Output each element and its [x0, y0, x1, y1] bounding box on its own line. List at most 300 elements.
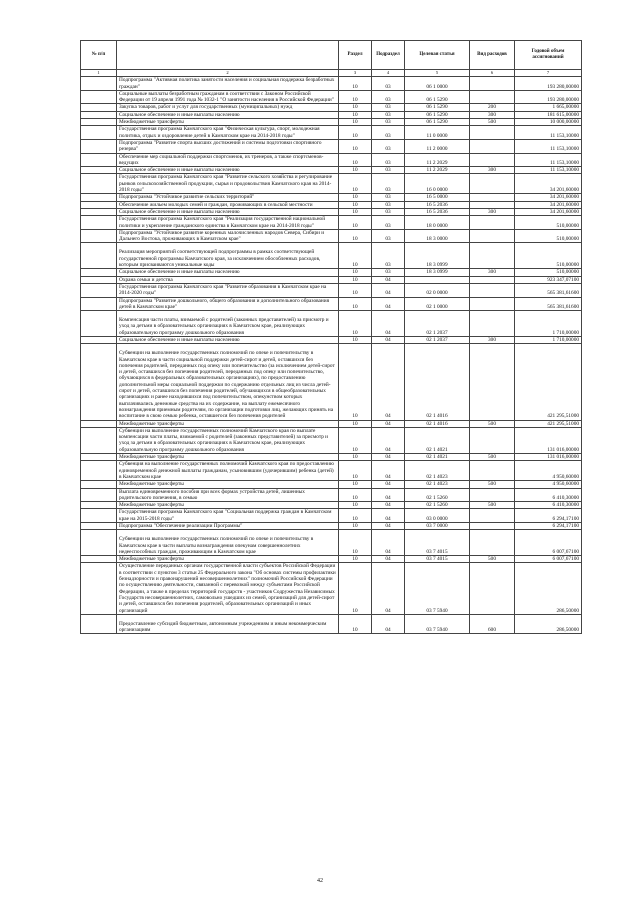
- num-cell: [81, 344, 117, 420]
- section-cell: 10: [339, 488, 372, 502]
- section-cell: 10: [339, 530, 372, 556]
- section-cell: 10: [339, 229, 372, 243]
- table-row: [81, 283, 582, 297]
- subsection-cell: 04: [372, 481, 405, 488]
- table-row: [81, 139, 582, 153]
- article-cell: 11 2 2029: [405, 167, 470, 174]
- header-amount: Годовой объем ассигнований: [515, 41, 582, 70]
- num-cell: [81, 454, 117, 461]
- subsection-cell: 04: [372, 311, 405, 337]
- article-cell: 02 1 4016: [405, 420, 470, 427]
- section-cell: 10: [339, 461, 372, 481]
- amount-cell: 11 153,10000: [515, 139, 582, 153]
- section-cell: 10: [339, 481, 372, 488]
- name-cell: Государственная программа Камчатского края "Развитие сельского хозяйства и регулирование рынков сельскохозяйственной продукции, сырья и продовольствия Камчатского края на 2014-2018 годы": [117, 174, 339, 194]
- section-cell: 10: [339, 119, 372, 126]
- expense-type-cell: [470, 194, 515, 201]
- section-cell: 10: [339, 502, 372, 509]
- num-cell: [81, 530, 117, 556]
- section-cell: 10: [339, 104, 372, 111]
- expense-type-cell: [470, 563, 515, 614]
- table-row: [81, 344, 582, 420]
- table-row: [81, 509, 582, 523]
- num-cell: [81, 77, 117, 91]
- amount-cell: 286,50000: [515, 614, 582, 634]
- article-cell: 02 1 2037: [405, 311, 470, 337]
- name-cell: Социальное обеспечение и иные выплаты населению: [117, 167, 339, 174]
- table-row: [81, 276, 582, 283]
- amount-cell: 1 710,00000: [515, 336, 582, 343]
- amount-cell: 565 381,61600: [515, 297, 582, 311]
- name-cell: [117, 614, 339, 634]
- table-row: [81, 297, 582, 311]
- expense-type-cell: [470, 276, 515, 283]
- subsection-cell: 04: [372, 563, 405, 614]
- article-cell: 18 0 0000: [405, 216, 470, 230]
- section-cell: 10: [339, 269, 372, 276]
- num-cell: [81, 336, 117, 343]
- expense-type-cell: 200: [470, 104, 515, 111]
- subsection-cell: 03: [372, 243, 405, 269]
- section-cell: 10: [339, 111, 372, 118]
- amount-cell: 10 000,00000: [515, 119, 582, 126]
- name-cell: Субвенция на выполнение государственных полномочий Камчатского края по предоставлению единовременной денежной выплаты гражданам, усыновившим (удочерившим) ребенка (детей) в Камчатском крае: [117, 461, 339, 481]
- table-row: [81, 126, 582, 140]
- article-cell: 03 7 4015: [405, 530, 470, 556]
- name-cell: Подпрограмма "Устойчивое развитие коренных малочисленных народов Севера, Сибири и Дальнего Востока, проживающих в Камчатском крае": [117, 229, 339, 243]
- num-cell: [81, 243, 117, 269]
- amount-cell: 6 410,30000: [515, 502, 582, 509]
- article-cell: 02 1 5260: [405, 502, 470, 509]
- name-cell: Межбюджетные трансферты: [117, 420, 339, 427]
- section-cell: 10: [339, 243, 372, 269]
- amount-cell: 6 410,30000: [515, 488, 582, 502]
- subsection-cell: 03: [372, 201, 405, 208]
- table-row: [81, 174, 582, 194]
- table-row: [81, 336, 582, 343]
- article-cell: 02 1 4021: [405, 427, 470, 453]
- table-row: [81, 523, 582, 530]
- expense-type-cell: [470, 344, 515, 420]
- section-cell: 10: [339, 311, 372, 337]
- table-row: [81, 111, 582, 118]
- num-cell: [81, 208, 117, 215]
- expense-type-cell: [470, 201, 515, 208]
- article-cell: 06 1 5290: [405, 104, 470, 111]
- table-row: [81, 104, 582, 111]
- header-subsection: Подраздел: [372, 41, 405, 70]
- index-cell: 6: [470, 70, 515, 77]
- expense-type-cell: [470, 283, 515, 297]
- subsection-cell: 03: [372, 216, 405, 230]
- amount-cell: 34 201,60000: [515, 174, 582, 194]
- name-cell: [117, 530, 339, 556]
- index-cell: 5: [405, 70, 470, 77]
- expense-type-cell: [470, 90, 515, 104]
- num-cell: [81, 523, 117, 530]
- subsection-cell: 04: [372, 276, 405, 283]
- num-cell: [81, 139, 117, 153]
- name-cell: Межбюджетные трансферты: [117, 119, 339, 126]
- amount-cell: 4 950,60000: [515, 461, 582, 481]
- table-row: [81, 427, 582, 453]
- header-expense-type: Вид расходов: [470, 41, 515, 70]
- expense-type-cell: [470, 77, 515, 91]
- subsection-cell: 04: [372, 556, 405, 563]
- num-cell: [81, 614, 117, 634]
- table-row: [81, 530, 582, 556]
- num-cell: [81, 481, 117, 488]
- amount-cell: 510,00000: [515, 229, 582, 243]
- subsection-cell: 03: [372, 167, 405, 174]
- index-cell: 7: [515, 70, 582, 77]
- subsection-cell: 04: [372, 530, 405, 556]
- table-row: [81, 502, 582, 509]
- expense-type-cell: [470, 311, 515, 337]
- table-row: [81, 201, 582, 208]
- expense-type-cell: [470, 229, 515, 243]
- article-cell: 11 2 2029: [405, 153, 470, 167]
- index-cell: 1: [81, 70, 117, 77]
- index-cell: 3: [339, 70, 372, 77]
- name-cell: Государственная программа Камчатского края "Физическая культура, спорт, молодежная политика, отдых и оздоровление детей в Камчатском крае на 2014-2018 годы": [117, 126, 339, 140]
- subsection-cell: 03: [372, 208, 405, 215]
- amount-cell: 6 007,67100: [515, 530, 582, 556]
- section-cell: 10: [339, 420, 372, 427]
- expense-type-cell: [470, 297, 515, 311]
- subsection-cell: 04: [372, 523, 405, 530]
- num-cell: [81, 229, 117, 243]
- expense-type-cell: 300: [470, 336, 515, 343]
- section-cell: 10: [339, 454, 372, 461]
- subsection-cell: 04: [372, 344, 405, 420]
- table-row: [81, 454, 582, 461]
- name-cell: Социальное обеспечение и иные выплаты населению: [117, 269, 339, 276]
- name-cell: [117, 344, 339, 420]
- expense-type-cell: 300: [470, 111, 515, 118]
- subsection-cell: 03: [372, 174, 405, 194]
- amount-cell: 181 615,00000: [515, 111, 582, 118]
- table-row: [81, 208, 582, 215]
- num-cell: [81, 283, 117, 297]
- name-cell: Подпрограмма "Обеспечение реализации Программы": [117, 523, 339, 530]
- name-cell: Подпрограмма "Развитие спорта высших достижений и системы подготовки спортивного резерва": [117, 139, 339, 153]
- table-row: [81, 243, 582, 269]
- name-text: Предоставление субсидий бюджетным, автономным учреждениям и иным некоммерческим организациям: [119, 620, 327, 634]
- column-index-row: [81, 70, 582, 77]
- name-cell: Социальное обеспечение и иные выплаты населению: [117, 111, 339, 118]
- article-cell: 16 5 2036: [405, 208, 470, 215]
- amount-cell: 6 007,67100: [515, 556, 582, 563]
- amount-cell: 286,50000: [515, 563, 582, 614]
- section-cell: 10: [339, 509, 372, 523]
- article-cell: 03 0 0000: [405, 509, 470, 523]
- article-cell: 02 1 2037: [405, 336, 470, 343]
- name-cell: Межбюджетные трансферты: [117, 502, 339, 509]
- subsection-cell: 04: [372, 461, 405, 481]
- header-section: Раздел: [339, 41, 372, 70]
- amount-cell: 193 280,00000: [515, 90, 582, 104]
- subsection-cell: 04: [372, 283, 405, 297]
- table-row: [81, 420, 582, 427]
- name-cell: Обеспечение мер социальной поддержки спортсменов, их тренеров, а также спортсменов-ведущих: [117, 153, 339, 167]
- num-cell: [81, 126, 117, 140]
- budget-table: [80, 40, 582, 634]
- table-row: [81, 229, 582, 243]
- name-cell: Межбюджетные трансферты: [117, 481, 339, 488]
- amount-cell: 923 347,07100: [515, 276, 582, 283]
- section-cell: 10: [339, 556, 372, 563]
- num-cell: [81, 461, 117, 481]
- table-row: [81, 269, 582, 276]
- subsection-cell: 03: [372, 229, 405, 243]
- num-cell: [81, 563, 117, 614]
- article-cell: 18 3 0999: [405, 269, 470, 276]
- table-row: [81, 311, 582, 337]
- expense-type-cell: [470, 488, 515, 502]
- expense-type-cell: [470, 139, 515, 153]
- expense-type-cell: 300: [470, 208, 515, 215]
- subsection-cell: 04: [372, 427, 405, 453]
- expense-type-cell: 600: [470, 614, 515, 634]
- section-cell: 10: [339, 216, 372, 230]
- table-row: [81, 77, 582, 91]
- section-cell: 10: [339, 77, 372, 91]
- expense-type-cell: [470, 461, 515, 481]
- table-row: [81, 556, 582, 563]
- num-cell: [81, 276, 117, 283]
- num-cell: [81, 90, 117, 104]
- num-cell: [81, 502, 117, 509]
- article-cell: 03 7 4015: [405, 556, 470, 563]
- expense-type-cell: [470, 126, 515, 140]
- table-row: [81, 216, 582, 230]
- section-cell: 10: [339, 344, 372, 420]
- header-name: [117, 41, 339, 70]
- expense-type-cell: [470, 427, 515, 453]
- name-cell: Закупка товаров, работ и услуг для государственных (муниципальных) нужд: [117, 104, 339, 111]
- article-cell: 02 1 0000: [405, 297, 470, 311]
- expense-type-cell: [470, 523, 515, 530]
- subsection-cell: 03: [372, 139, 405, 153]
- table-row: [81, 167, 582, 174]
- name-cell: Социальные выплаты безработным гражданам в соответствии с Законом Российской Федерации от 19 апреля 1991 года № 1032-1 "О занятости населения в Российской Федерации": [117, 90, 339, 104]
- name-cell: Социальное обеспечение и иные выплаты населению: [117, 336, 339, 343]
- section-cell: 10: [339, 174, 372, 194]
- article-cell: 03 7 0000: [405, 523, 470, 530]
- expense-type-cell: 500: [470, 454, 515, 461]
- table-row: [81, 614, 582, 634]
- table-row: [81, 461, 582, 481]
- amount-cell: 421 295,51000: [515, 420, 582, 427]
- subsection-cell: 03: [372, 111, 405, 118]
- name-cell: Обеспечение жильем молодых семей и граждан, проживающих в сельской местности: [117, 201, 339, 208]
- name-text: Субвенции на выполнение государственных полномочий по опеке и попечительству в Камчатском крае в части выплаты вознаграждения опекунам совершеннолетних недееспособных граждан, проживающим в Камчатском крае: [119, 536, 314, 555]
- article-cell: 03 7 5940: [405, 614, 470, 634]
- num-cell: [81, 174, 117, 194]
- section-cell: 10: [339, 276, 372, 283]
- subsection-cell: 03: [372, 119, 405, 126]
- article-cell: 16 5 0000: [405, 194, 470, 201]
- subsection-cell: 03: [372, 194, 405, 201]
- expense-type-cell: [470, 216, 515, 230]
- name-cell: Подпрограмма "Развитие дошкольного, общего образования и дополнительного образования детей в Камчатском крае": [117, 297, 339, 311]
- name-cell: Осуществление переданных органам государственной власти субъектов Российской Федерации в соответствии с пунктом 3 статьи 25 Федерального закона "Об основах системы профилактики безнадзорности и правонарушений несовершеннолетних" полномочий Российской Федерации по осуществлению деятельности, связанной с перевозкой между субъектами Российской Федерации, а также в пределах территорий государств - участников Содружества Независимых Государств несовершеннолетних, самовольно ушедших из семей, организаций для детей-сирот и детей, оставшихся без попечения родителей, образовательных организаций и иных организаций: [117, 563, 339, 614]
- section-cell: 10: [339, 194, 372, 201]
- amount-cell: 131 016,00000: [515, 427, 582, 453]
- section-cell: 10: [339, 153, 372, 167]
- amount-cell: 6 294,17100: [515, 523, 582, 530]
- amount-cell: 4 950,60000: [515, 481, 582, 488]
- section-cell: 10: [339, 208, 372, 215]
- header-article: Целевая статья: [405, 41, 470, 70]
- subsection-cell: 04: [372, 502, 405, 509]
- subsection-cell: 03: [372, 77, 405, 91]
- amount-cell: 510,00000: [515, 243, 582, 269]
- article-cell: 16 5 2036: [405, 201, 470, 208]
- num-cell: [81, 269, 117, 276]
- section-cell: 10: [339, 126, 372, 140]
- amount-cell: 11 153,10000: [515, 126, 582, 140]
- num-cell: [81, 556, 117, 563]
- name-cell: Государственная программа Камчатского края "Развитие образования в Камчатском крае на 2014-2020 годы": [117, 283, 339, 297]
- num-cell: [81, 488, 117, 502]
- section-cell: 10: [339, 167, 372, 174]
- amount-cell: 1 710,00000: [515, 311, 582, 337]
- table-row: [81, 153, 582, 167]
- name-cell: Субвенции на выполнение государственных полномочий Камчатского края по выплате компенсации части платы, взимаемой с родителей (законных представителей) за присмотр и уход за детьми в образовательных организациях в Камчатском крае, реализующих образовательную программу дошкольного образования: [117, 427, 339, 453]
- page-number: 42: [317, 878, 323, 884]
- article-cell: 06 1 5290: [405, 111, 470, 118]
- amount-cell: 193 280,00000: [515, 77, 582, 91]
- section-cell: 10: [339, 523, 372, 530]
- expense-type-cell: [470, 243, 515, 269]
- section-cell: 10: [339, 336, 372, 343]
- table-row: [81, 119, 582, 126]
- num-cell: [81, 427, 117, 453]
- amount-cell: 510,00000: [515, 216, 582, 230]
- num-cell: [81, 119, 117, 126]
- amount-cell: 34 201,60000: [515, 194, 582, 201]
- section-cell: 10: [339, 201, 372, 208]
- num-cell: [81, 194, 117, 201]
- article-cell: 06 1 0000: [405, 77, 470, 91]
- table-header-row: [81, 41, 582, 70]
- subsection-cell: 03: [372, 269, 405, 276]
- amount-cell: 34 201,60000: [515, 208, 582, 215]
- amount-cell: 565 381,61600: [515, 283, 582, 297]
- amount-cell: 131 016,00000: [515, 454, 582, 461]
- article-cell: [405, 276, 470, 283]
- table-row: [81, 488, 582, 502]
- article-cell: 11 2 0000: [405, 139, 470, 153]
- expense-type-cell: 500: [470, 119, 515, 126]
- name-cell: [117, 311, 339, 337]
- amount-cell: 1 665,00000: [515, 104, 582, 111]
- amount-cell: 421 295,51000: [515, 344, 582, 420]
- subsection-cell: 03: [372, 126, 405, 140]
- num-cell: [81, 104, 117, 111]
- section-cell: 10: [339, 563, 372, 614]
- article-cell: 02 1 4016: [405, 344, 470, 420]
- amount-cell: 11 153,10000: [515, 167, 582, 174]
- subsection-cell: 04: [372, 336, 405, 343]
- name-cell: Межбюджетные трансферты: [117, 454, 339, 461]
- subsection-cell: 03: [372, 153, 405, 167]
- num-cell: [81, 420, 117, 427]
- section-cell: 10: [339, 614, 372, 634]
- expense-type-cell: 300: [470, 167, 515, 174]
- subsection-cell: 04: [372, 614, 405, 634]
- amount-cell: 510,00000: [515, 269, 582, 276]
- num-cell: [81, 111, 117, 118]
- subsection-cell: 03: [372, 104, 405, 111]
- expense-type-cell: 500: [470, 502, 515, 509]
- header-num: № п/п: [81, 41, 117, 70]
- num-cell: [81, 297, 117, 311]
- section-cell: 10: [339, 90, 372, 104]
- name-text: Субвенции на выполнение государственных полномочий по опеке и попечительству в Камчатском крае в части социальной поддержки детей-сирот и детей, оставшихся без попечения родителей, переданных под опеку или попечительство (за исключением детей-сирот и детей, оставшихся без попечения родителей, переданных под опеку или попечительство, обучающихся в федеральных образовательных организациях), по предоставлению дополнительной меры социальной поддержки по содержанию отдельных лиц из числа детей-сирот и детей, оставшихся без попечения родителей, обучающихся в общеобразовательных организациях и ранее находившихся под попечительством, опекунством которых выплачивались денежные средства на их содержание, на выплату ежемесячного вознаграждения приемным родителям, по организации подготовки лиц, желающих принять на воспитание в свою семью ребенка, оставшегося без попечения родителей: [119, 350, 335, 420]
- budget-table-container: [80, 40, 581, 634]
- name-cell: Выплата единовременного пособия при всех формах устройства детей, лишенных родительского попечения, в семью: [117, 488, 339, 502]
- num-cell: [81, 153, 117, 167]
- article-cell: 03 7 5940: [405, 563, 470, 614]
- table-row: [81, 481, 582, 488]
- expense-type-cell: [470, 509, 515, 523]
- name-cell: Межбюджетные трансферты: [117, 556, 339, 563]
- subsection-cell: 04: [372, 297, 405, 311]
- section-cell: 10: [339, 139, 372, 153]
- num-cell: [81, 216, 117, 230]
- name-cell: Охрана семьи и детства: [117, 276, 339, 283]
- name-cell: Подпрограмма "Активная политика занятости населения и социальная поддержка безработных граждан": [117, 77, 339, 91]
- article-cell: 02 1 5260: [405, 488, 470, 502]
- name-cell: Государственная программа Камчатского края "Реализация государственной национальной политики и укрепление гражданского единства в Камчатском крае на 2014-2018 годы": [117, 216, 339, 230]
- subsection-cell: 04: [372, 509, 405, 523]
- expense-type-cell: [470, 153, 515, 167]
- amount-cell: 34 201,60000: [515, 201, 582, 208]
- expense-type-cell: 500: [470, 481, 515, 488]
- expense-type-cell: [470, 174, 515, 194]
- article-cell: 06 1 5290: [405, 119, 470, 126]
- section-cell: 10: [339, 427, 372, 453]
- article-cell: 06 1 5290: [405, 90, 470, 104]
- expense-type-cell: 500: [470, 420, 515, 427]
- table-row: [81, 194, 582, 201]
- table-body: [81, 77, 582, 634]
- subsection-cell: 04: [372, 488, 405, 502]
- num-cell: [81, 167, 117, 174]
- amount-cell: 6 294,17100: [515, 509, 582, 523]
- num-cell: [81, 311, 117, 337]
- expense-type-cell: 300: [470, 269, 515, 276]
- table-row: [81, 90, 582, 104]
- section-cell: 10: [339, 297, 372, 311]
- name-text: Компенсация части платы, взимаемой с родителей (законных представителей) за присмотр и уход за детьми в образовательных организациях в Камчатском крае, реализующих образовательную программу дошкольного образования: [119, 317, 329, 336]
- expense-type-cell: 500: [470, 556, 515, 563]
- index-cell: 2: [117, 70, 339, 77]
- article-cell: 02 1 4021: [405, 454, 470, 461]
- name-cell: Государственная программа Камчатского края "Социальная поддержка граждан в Камчатском крае на 2015-2018 годы": [117, 509, 339, 523]
- num-cell: [81, 509, 117, 523]
- name-cell: [117, 243, 339, 269]
- article-cell: 18 3 0999: [405, 243, 470, 269]
- article-cell: 02 1 4023: [405, 481, 470, 488]
- section-cell: 10: [339, 283, 372, 297]
- article-cell: 02 1 4023: [405, 461, 470, 481]
- name-cell: Социальное обеспечение и иные выплаты населению: [117, 208, 339, 215]
- name-cell: Подпрограмма "Устойчивое развитие сельских территорий": [117, 194, 339, 201]
